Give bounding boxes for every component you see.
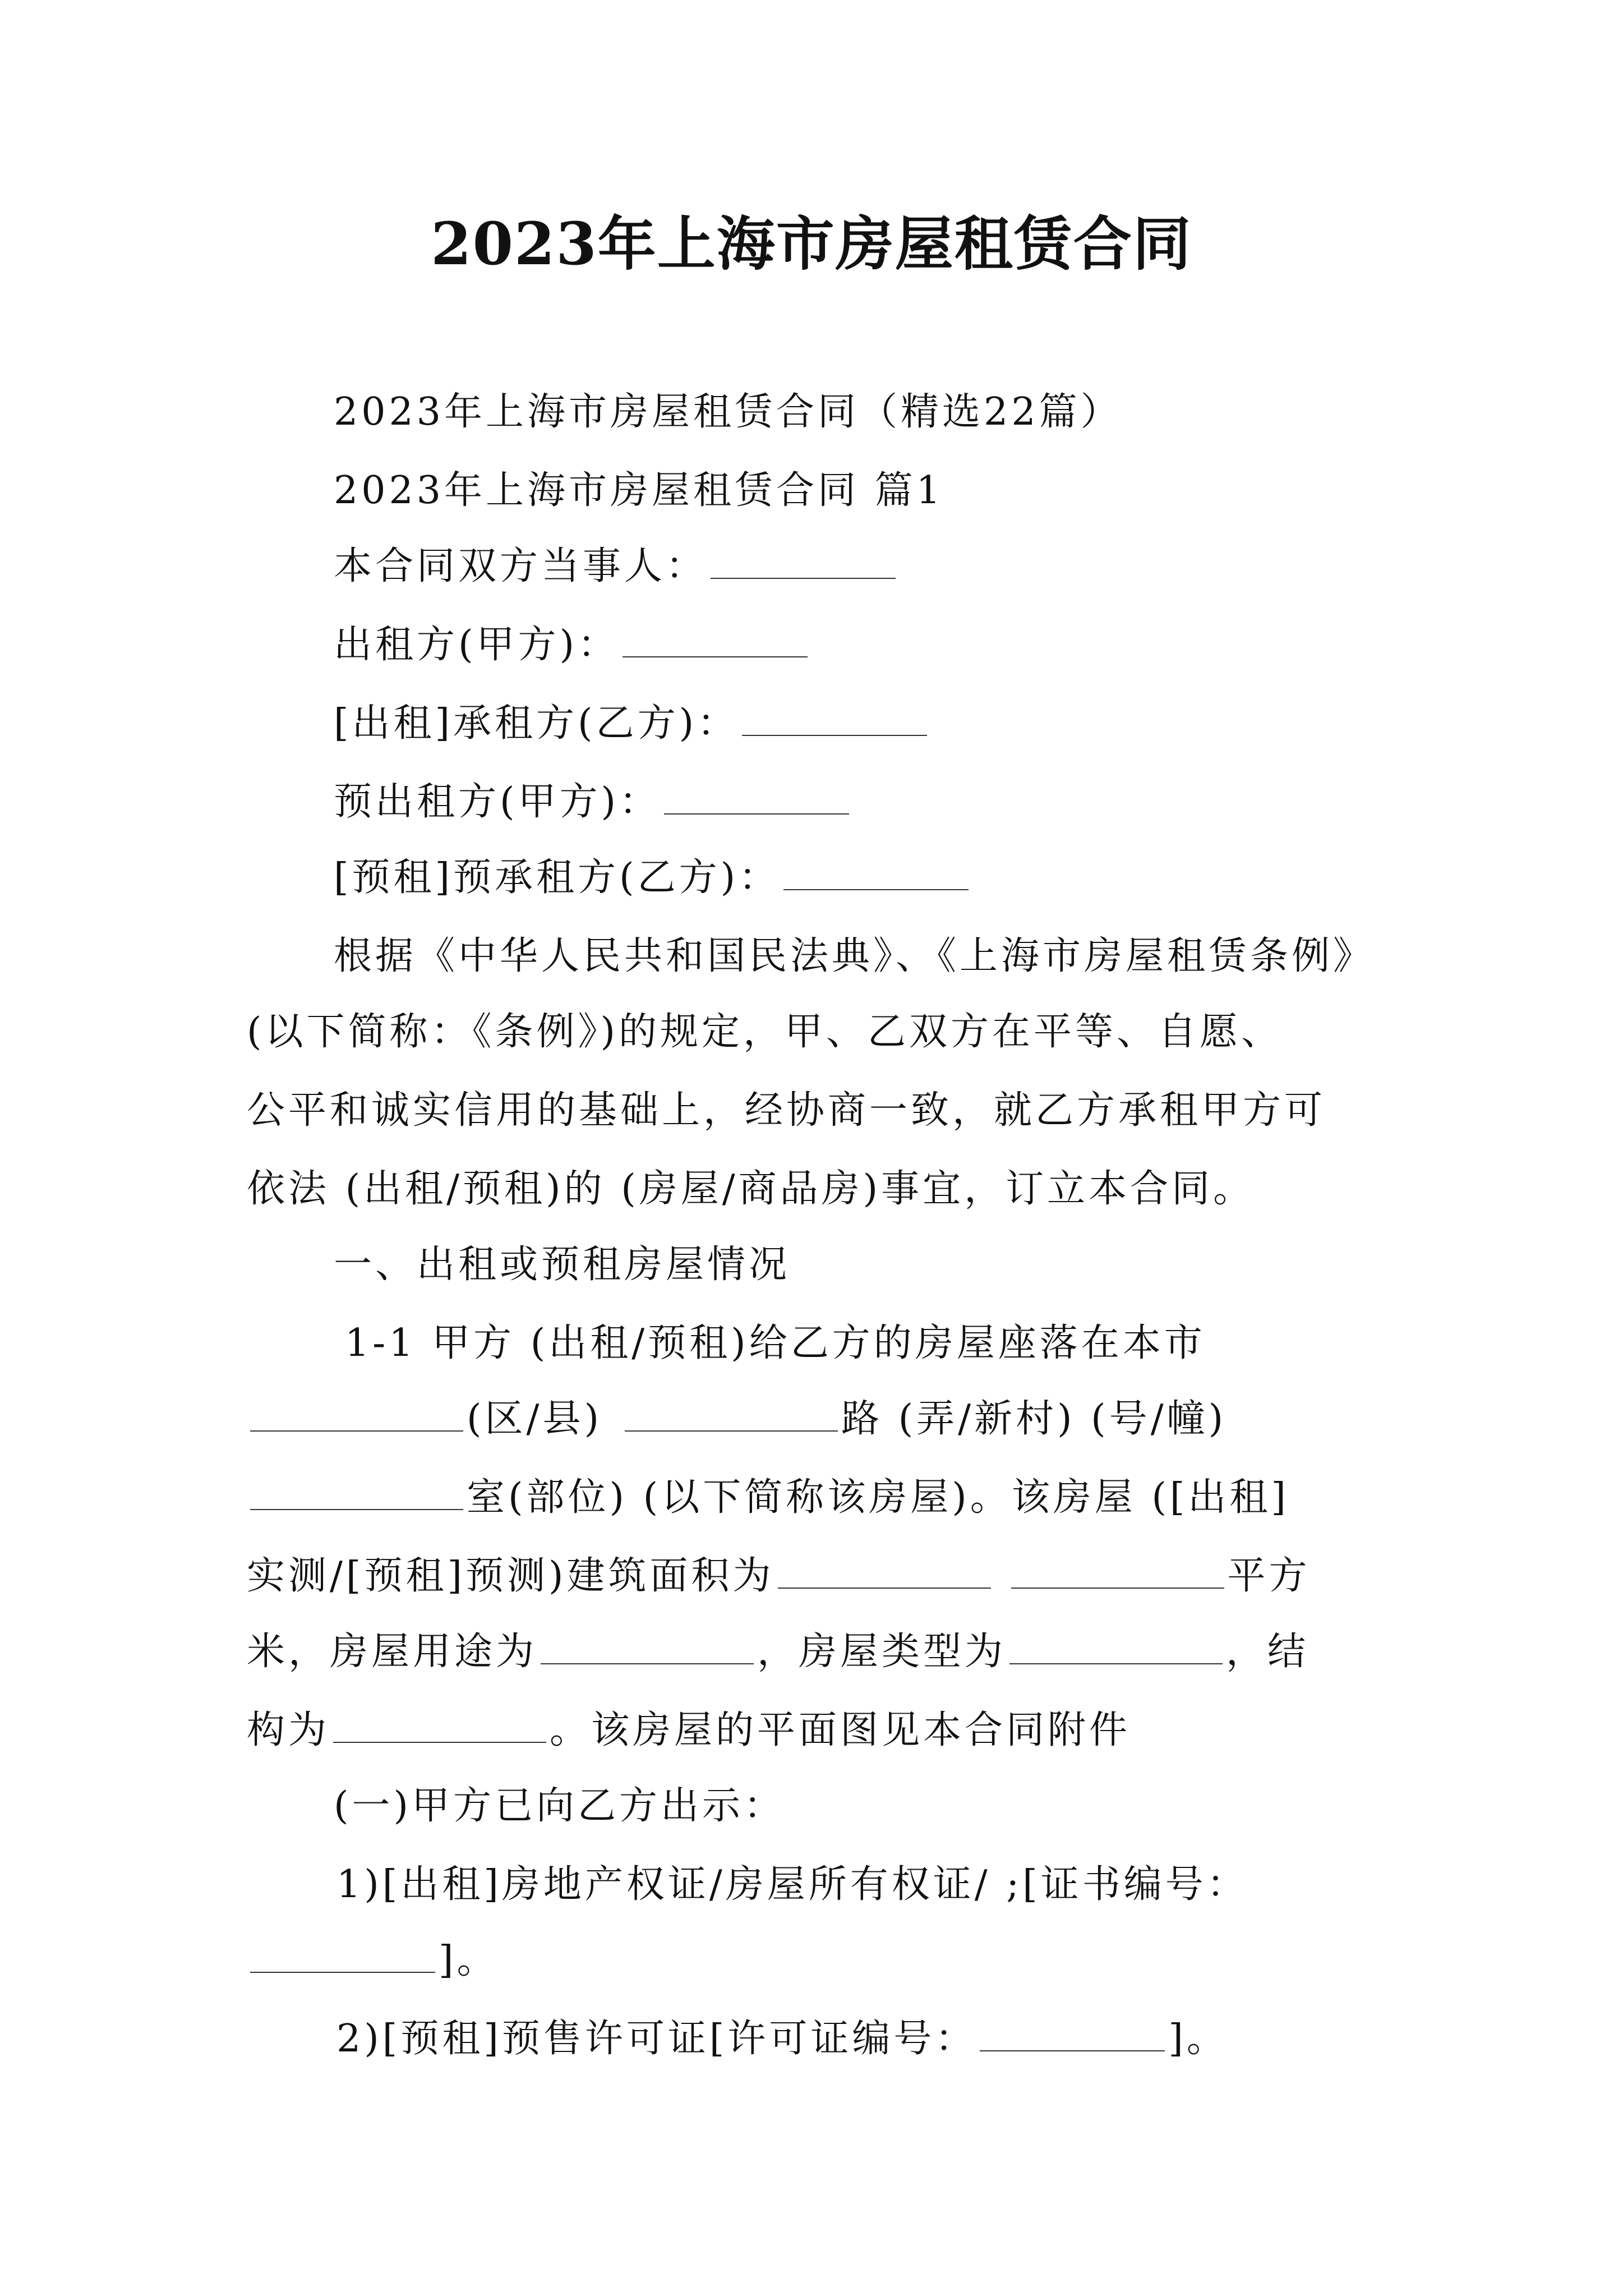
presale-permit-close: ]。: [1168, 2017, 1228, 2061]
paragraph-line: 公平和诚实信用的基础上，经协商一致，就乙方承租甲方可: [247, 1088, 1326, 1133]
lessee-line: [334, 698, 930, 749]
floorplan-label: 。该房屋的平面图见本合同附件: [550, 1708, 1131, 1752]
district-blank: [250, 1397, 463, 1432]
district-label: (区/县): [467, 1397, 602, 1441]
structure-label: 构为: [247, 1708, 330, 1752]
paragraph-line: 依法 (出租/预租)的 (房屋/商品房)事宜，订立本合同。: [247, 1167, 1255, 1211]
area-unit-label: 平方: [1227, 1554, 1311, 1598]
subtitle-line: 2023年上海市房屋租赁合同（精选22篇）: [334, 390, 1122, 434]
area-line: [247, 1551, 1311, 1602]
room-line: [247, 1473, 1289, 1523]
certificate-close: ]。: [439, 1938, 499, 1982]
area-label: 实测/[预租]预测)建筑面积为: [247, 1554, 774, 1598]
paragraph-line: (以下简称：《条例》)的规定，甲、乙双方在平等、自愿、: [247, 1010, 1283, 1054]
lessor-label: 出租方(甲方)：: [334, 623, 620, 667]
subsection-heading: (一)甲方已向乙方出示：: [334, 1784, 786, 1828]
usage-line: [247, 1627, 1309, 1677]
room-blank: [250, 1475, 463, 1510]
parties-blank: [711, 544, 896, 579]
pre-lessee-label: [预租]预承租方(乙方)：: [334, 855, 781, 900]
document-title: 2023年上海市房屋租赁合同: [431, 209, 1192, 278]
parties-label: 本合同双方当事人：: [334, 544, 708, 588]
lessee-label: [出租]承租方(乙方)：: [334, 701, 739, 746]
type-label: ，房屋类型为: [757, 1630, 1007, 1674]
road-blank: [625, 1397, 838, 1432]
pre-lessee-line: [334, 853, 972, 903]
certificate-line: 1)[出租]房地产权证/房屋所有权证/ ;[证书编号：: [336, 1862, 1248, 1907]
lessor-line: [334, 620, 811, 670]
lessor-blank: [623, 623, 808, 657]
section-heading: 2023年上海市房屋租赁合同 篇1: [334, 468, 944, 513]
section-heading-1: 一、出租或预租房屋情况: [334, 1243, 791, 1287]
road-label: 路 (弄/新村) (号/幢): [841, 1397, 1227, 1441]
usage-blank: [541, 1630, 754, 1664]
pre-lessor-blank: [664, 780, 849, 815]
parties-line: [334, 541, 899, 592]
area-blank-2: [1011, 1554, 1224, 1589]
structure-blank: [333, 1708, 546, 1743]
presale-permit-line: [336, 2014, 1228, 2064]
pre-lessor-label: 预出租方(甲方)：: [334, 780, 661, 824]
certificate-number-line: [247, 1935, 499, 1986]
presale-permit-blank: [980, 2017, 1165, 2051]
paragraph-line: 根据《中华人民共和国民法典》、《上海市房屋租赁条例》: [334, 934, 1375, 978]
room-label: 室(部位) (以下简称该房屋)。该房屋 ([出租]: [467, 1475, 1289, 1520]
address-line: [247, 1394, 1227, 1444]
structure-line: [247, 1705, 1131, 1756]
usage-label: 米，房屋用途为: [247, 1630, 538, 1674]
type-blank: [1009, 1630, 1223, 1664]
pre-lessee-blank: [783, 855, 969, 890]
presale-permit-label: 2)[预租]预售许可证[许可证编号：: [336, 2017, 977, 2061]
certificate-number-blank: [250, 1938, 435, 1973]
pre-lessor-line: [334, 777, 852, 827]
area-blank-1: [778, 1554, 991, 1589]
clause-1-1-line: 1-1 甲方 (出租/预租)给乙方的房屋座落在本市: [345, 1321, 1206, 1365]
lessee-blank: [742, 701, 927, 736]
structure-prefix: ，结: [1226, 1630, 1310, 1674]
